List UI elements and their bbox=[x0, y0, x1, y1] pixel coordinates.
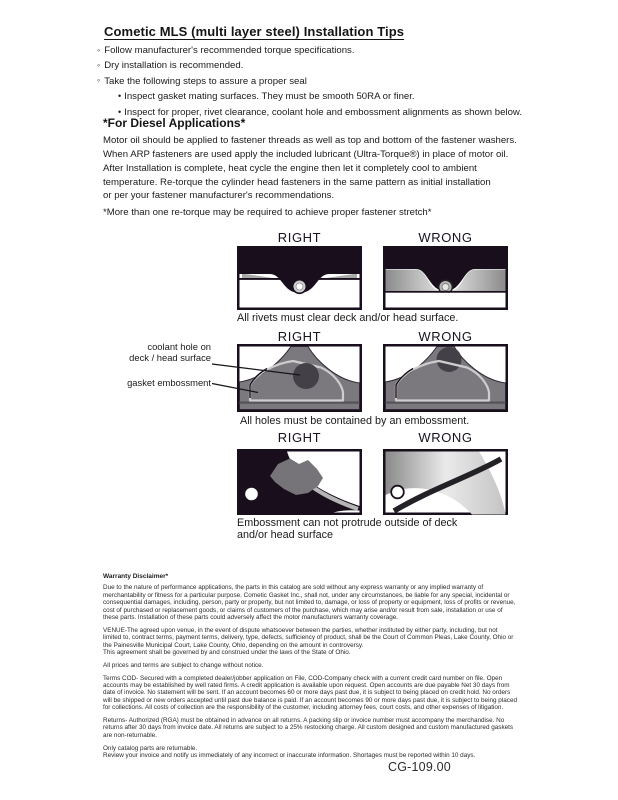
rivet-clearance-wrong-diagram bbox=[383, 246, 508, 310]
paragraph-line: *More than one re-torque may be required to achieve proper fastener stretch* bbox=[103, 207, 432, 218]
warranty-returns-paragraph: Returns- Authorized (RGA) must be obtained in advance on all returns. A packing slip or invoice number must accompany the merchandise. No returns after 30 days from invoice date. All returns are subject to a 25% restocking charge. All custom designed and custom manufactured gaskets are non-returnable. bbox=[103, 717, 514, 739]
bolt-hole-icon bbox=[245, 488, 258, 501]
tip-sub-item bbox=[97, 89, 522, 104]
warranty-heading: Warranty Disclaimer* bbox=[103, 573, 169, 580]
embossment-protrusion-wrong-diagram bbox=[383, 449, 508, 515]
pair1-right-label: RIGHT bbox=[277, 230, 322, 245]
paragraph-line: or per your fastener manufacturer's recommendations. bbox=[103, 190, 335, 201]
tip-text: Follow manufacturer's recommended torque specifications. bbox=[104, 45, 355, 56]
paragraph-line: temperature. Re-torque the cylinder head fasteners in the same pattern as initial installation bbox=[103, 176, 491, 188]
warranty-prices-paragraph: All prices and terms are subject to change without notice. bbox=[103, 661, 264, 669]
paragraph-line: After Installation is complete, heat cycle the engine then let it completely cool to ambient bbox=[103, 163, 477, 174]
embossment-protrusion-right-diagram bbox=[237, 449, 362, 515]
warranty-disclaimer bbox=[103, 573, 517, 759]
pair2-wrong-label: WRONG bbox=[418, 329, 473, 344]
annotation-line: coolant hole on bbox=[147, 341, 211, 352]
pair3-caption bbox=[237, 517, 457, 542]
annotation-line: deck / head surface bbox=[129, 352, 211, 364]
gasket-embossment-annotation bbox=[95, 377, 211, 388]
caption-line: Embossment can not protrude outside of deck bbox=[237, 517, 458, 529]
pair3-right-label: RIGHT bbox=[277, 430, 322, 445]
embossment-containment-right-diagram bbox=[237, 344, 362, 412]
diesel-paragraph-1 bbox=[103, 134, 517, 161]
pair2-right-label: RIGHT bbox=[277, 329, 322, 344]
tip-text: Inspect for proper, rivet clearance, coolant hole and embossment alignments as shown below. bbox=[124, 106, 522, 118]
rivet-clearance-right-diagram bbox=[237, 246, 362, 310]
pair2-caption: All holes must be contained by an embossment. bbox=[240, 415, 470, 427]
pair1-wrong-label: WRONG bbox=[418, 230, 473, 245]
embossment-containment-wrong-diagram bbox=[383, 344, 508, 412]
warranty-returnable-paragraph: Only catalog parts are returnable. bbox=[103, 744, 198, 752]
paragraph-line: When ARP fasteners are used apply the included lubricant (Ultra-Torque®) in place of motor oil. bbox=[103, 148, 509, 160]
warranty-venue-paragraph: VENUE-The agreed upon venue, in the event of dispute whatsoever between the parties, whether instituted by either party, including, but not limited to, contract terms, payment terms, delivery, type, defects, sufficiency of product, shall be the Court of Common Pleas, Lake County, Ohio or the Painesville Municipal Court, Lake County, Ohio, depending on the amount in controversy. bbox=[103, 626, 514, 649]
pair1-caption: All rivets must clear deck and/or head surface. bbox=[237, 312, 459, 324]
tip-item bbox=[97, 58, 522, 73]
diesel-paragraph-2 bbox=[103, 162, 491, 203]
coolant-hole-icon bbox=[293, 363, 319, 389]
tip-text: Take the following steps to assure a proper seal bbox=[104, 75, 307, 87]
paragraph-line: Motor oil should be applied to fastener threads as well as top and bottom of the fastener washers. bbox=[103, 135, 517, 146]
coolant-hole-annotation bbox=[105, 341, 211, 363]
tip-item bbox=[97, 74, 522, 89]
pair3-wrong-label: WRONG bbox=[418, 430, 473, 445]
warranty-review-paragraph: Review your invoice and notify us immediately of any incorrect or inaccurate information. Shortages must be reported within 10 days. bbox=[103, 752, 476, 759]
warranty-governing-paragraph: This agreement shall be governed by and construed under the laws of the State of Ohio. bbox=[103, 649, 351, 657]
caption-line: and/or head surface bbox=[237, 529, 334, 542]
bolt-hole-icon bbox=[391, 486, 404, 499]
tip-text: Dry installation is recommended. bbox=[104, 60, 244, 72]
warranty-liability-paragraph: Due to the nature of performance applications, the parts in this catalog are sold without any express warranty or any implied warranty of merchantability or fitness for a particular purpose. Cometic Gasket Inc., shall not, under any circumstances, be liable for any special, incidental or consequential damages, including, person, party or property, but not limited to, damage, or loss of property or equipment, loss of profits or revenue, cost of purchased or replacement goods, or claims of customers of the purchase, which may arise and/or result from sale, installation or use of these parts. Installation of these parts could adversely affect the motor manufacturers warranty coverage. bbox=[103, 584, 516, 622]
tip-text: Inspect gasket mating surfaces. They must be smooth 50RA or finer. bbox=[124, 91, 415, 103]
retorque-note bbox=[103, 206, 432, 220]
tip-item bbox=[97, 43, 522, 58]
installation-tips-list bbox=[97, 43, 522, 120]
diesel-applications-heading: *For Diesel Applications* bbox=[103, 116, 246, 130]
warranty-terms-paragraph: Terms COD- Secured with a completed dealer/jobber application on File, COD-Company check with a current credit card number on file. Open accounts may be established by well rated firms. A credit application is available upon request. Open accounts are due payable Net 30 days from date of invoice. No statement will be sent. If an account becomes 60 or more days past due, it is subject to being placed on credit hold. No orders will be shipped or new orders accepted until past due balance is paid. If an account becomes 90 or more days past due, it is subject to being placed for collections. All costs of collection are the responsibility of the customer, including attorney fees, court costs, and other expenses of litigation. bbox=[103, 674, 518, 712]
page-title: Cometic MLS (multi layer steel) Installation Tips bbox=[104, 24, 405, 39]
page-code: CG-109.00 bbox=[388, 760, 451, 774]
coolant-hole-icon bbox=[437, 347, 462, 372]
annotation-line: gasket embossment bbox=[127, 377, 211, 388]
